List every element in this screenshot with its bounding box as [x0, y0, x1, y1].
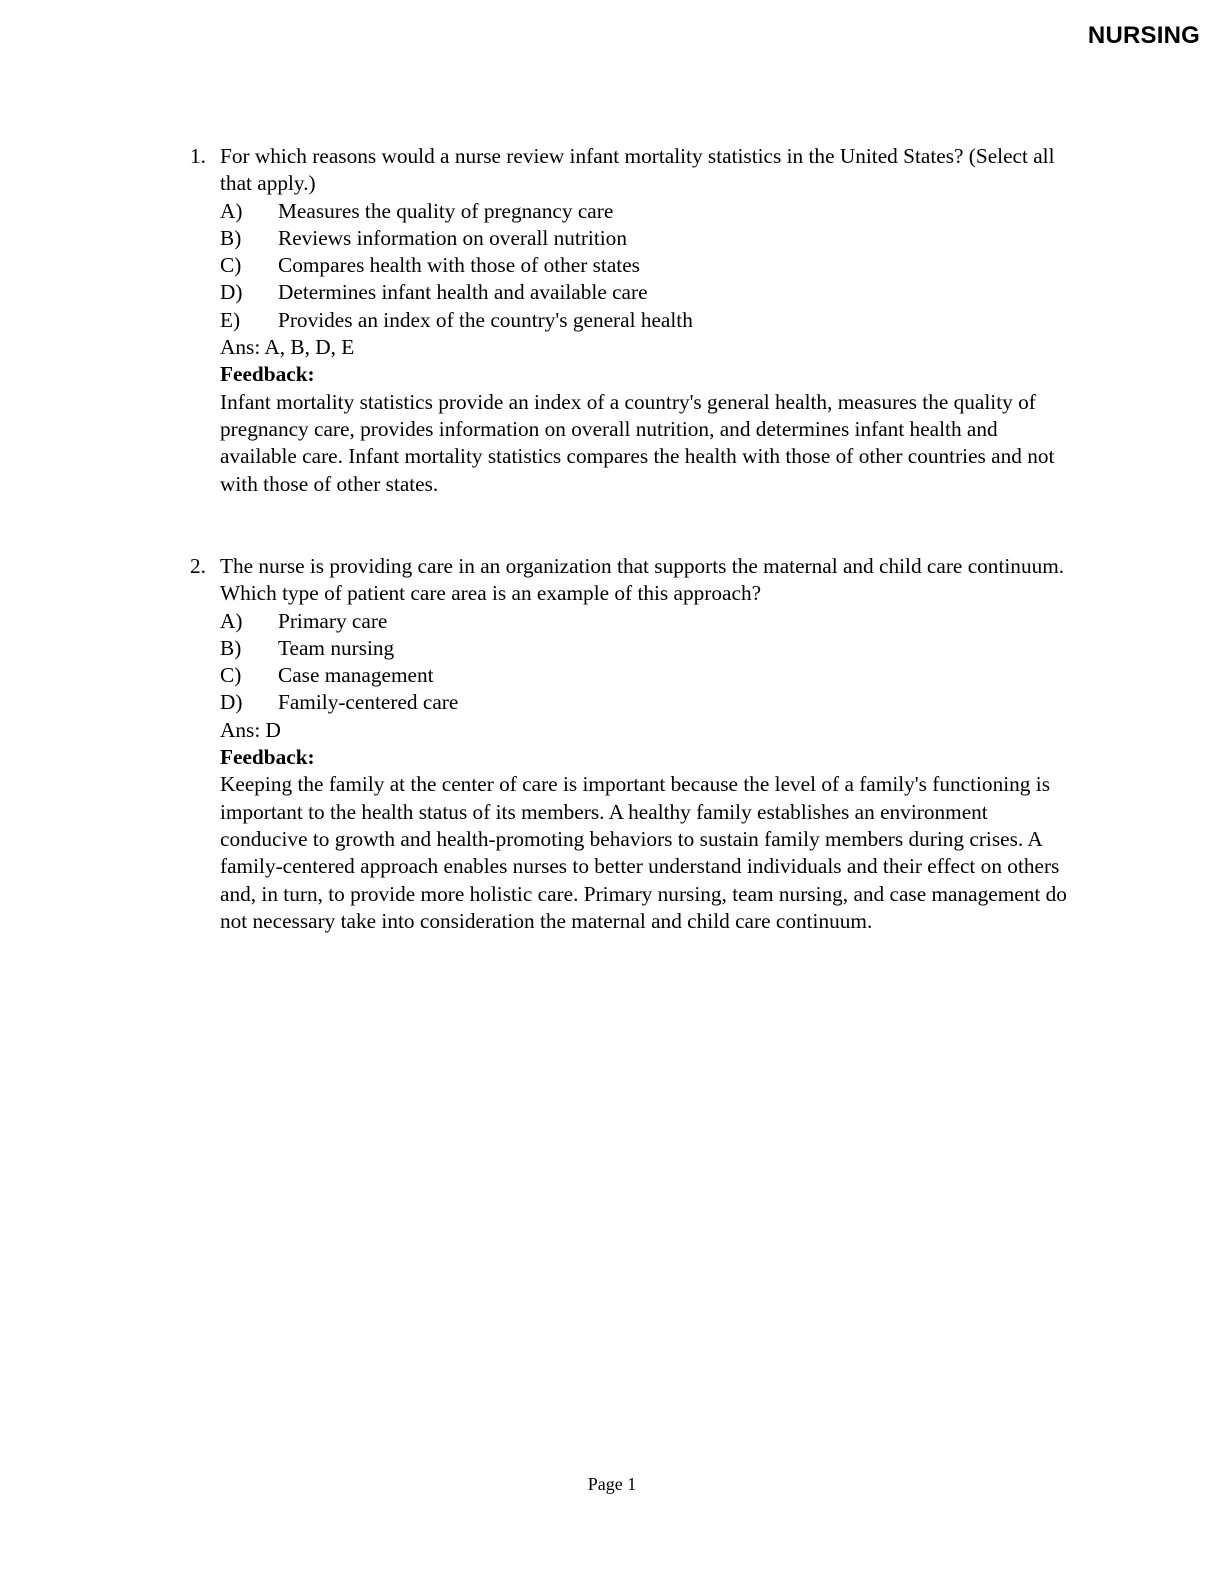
option-text: Family-centered care — [278, 690, 459, 715]
option-text: Case management — [278, 663, 434, 688]
option-d — [220, 279, 1070, 306]
option-letter: B) — [220, 225, 242, 250]
feedback-text: Infant mortality statistics provide an index of a country's general health, measures the quality of pregnancy care, provides information on overall nutrition, and determines infant health and available care. Infant mortality statistics compares the health with those of other countries and not with those of other states. — [220, 389, 1055, 496]
feedback-text: Keeping the family at the center of care is important because the level of a family's functioning is important to the health status of its members. A healthy family establishes an environment conducive to growth and health-promoting behaviors to sustain family members during crises. A family-centered approach enables nurses to better understand individuals and their effect on others and, in turn, to provide more holistic care. Primary nursing, team nursing, and case management do not necessary take into consideration the maternal and child care continuum. — [220, 772, 1067, 933]
document-header-tag: NURSING — [1087, 22, 1200, 49]
option-letter: E) — [220, 307, 241, 332]
options-list — [220, 198, 1070, 334]
question-2 — [190, 553, 1070, 935]
option-text: Team nursing — [278, 635, 395, 660]
option-a — [220, 608, 1070, 635]
option-b — [220, 225, 1070, 252]
option-b — [220, 635, 1070, 662]
options-list — [220, 608, 1070, 717]
option-letter: D) — [220, 690, 243, 715]
question-text: The nurse is providing care in an organization that supports the maternal and child care continuum. Which type of patient care area is an example of this approach? — [220, 554, 1065, 606]
question-number: 1. — [190, 144, 206, 168]
option-text: Reviews information on overall nutrition — [278, 225, 627, 250]
option-text: Provides an index of the country's general health — [278, 307, 693, 332]
answer-line: Ans: A, B, D, E — [220, 335, 355, 360]
option-letter: B) — [220, 635, 242, 660]
option-text: Determines infant health and available care — [278, 280, 648, 305]
option-letter: C) — [220, 663, 242, 688]
option-text: Measures the quality of pregnancy care — [278, 198, 614, 223]
question-stem — [190, 553, 1070, 608]
feedback-heading: Feedback: — [220, 362, 315, 387]
question-text: For which reasons would a nurse review infant mortality statistics in the United States? (Select all that apply.) — [220, 144, 1055, 196]
answer-line: Ans: D — [220, 717, 281, 742]
option-letter: D) — [220, 280, 243, 305]
option-c — [220, 662, 1070, 689]
option-e — [220, 307, 1070, 334]
option-text: Primary care — [278, 608, 388, 633]
option-c — [220, 252, 1070, 279]
question-1 — [190, 143, 1070, 498]
option-letter: A) — [220, 608, 243, 633]
option-d — [220, 689, 1070, 716]
option-text: Compares health with those of other states — [278, 253, 640, 278]
option-letter: C) — [220, 253, 242, 278]
question-number: 2. — [190, 554, 206, 578]
feedback-heading: Feedback: — [220, 745, 315, 770]
question-stem — [190, 143, 1070, 198]
page-number: Page 1 — [587, 1474, 637, 1494]
option-letter: A) — [220, 198, 243, 223]
option-a — [220, 198, 1070, 225]
